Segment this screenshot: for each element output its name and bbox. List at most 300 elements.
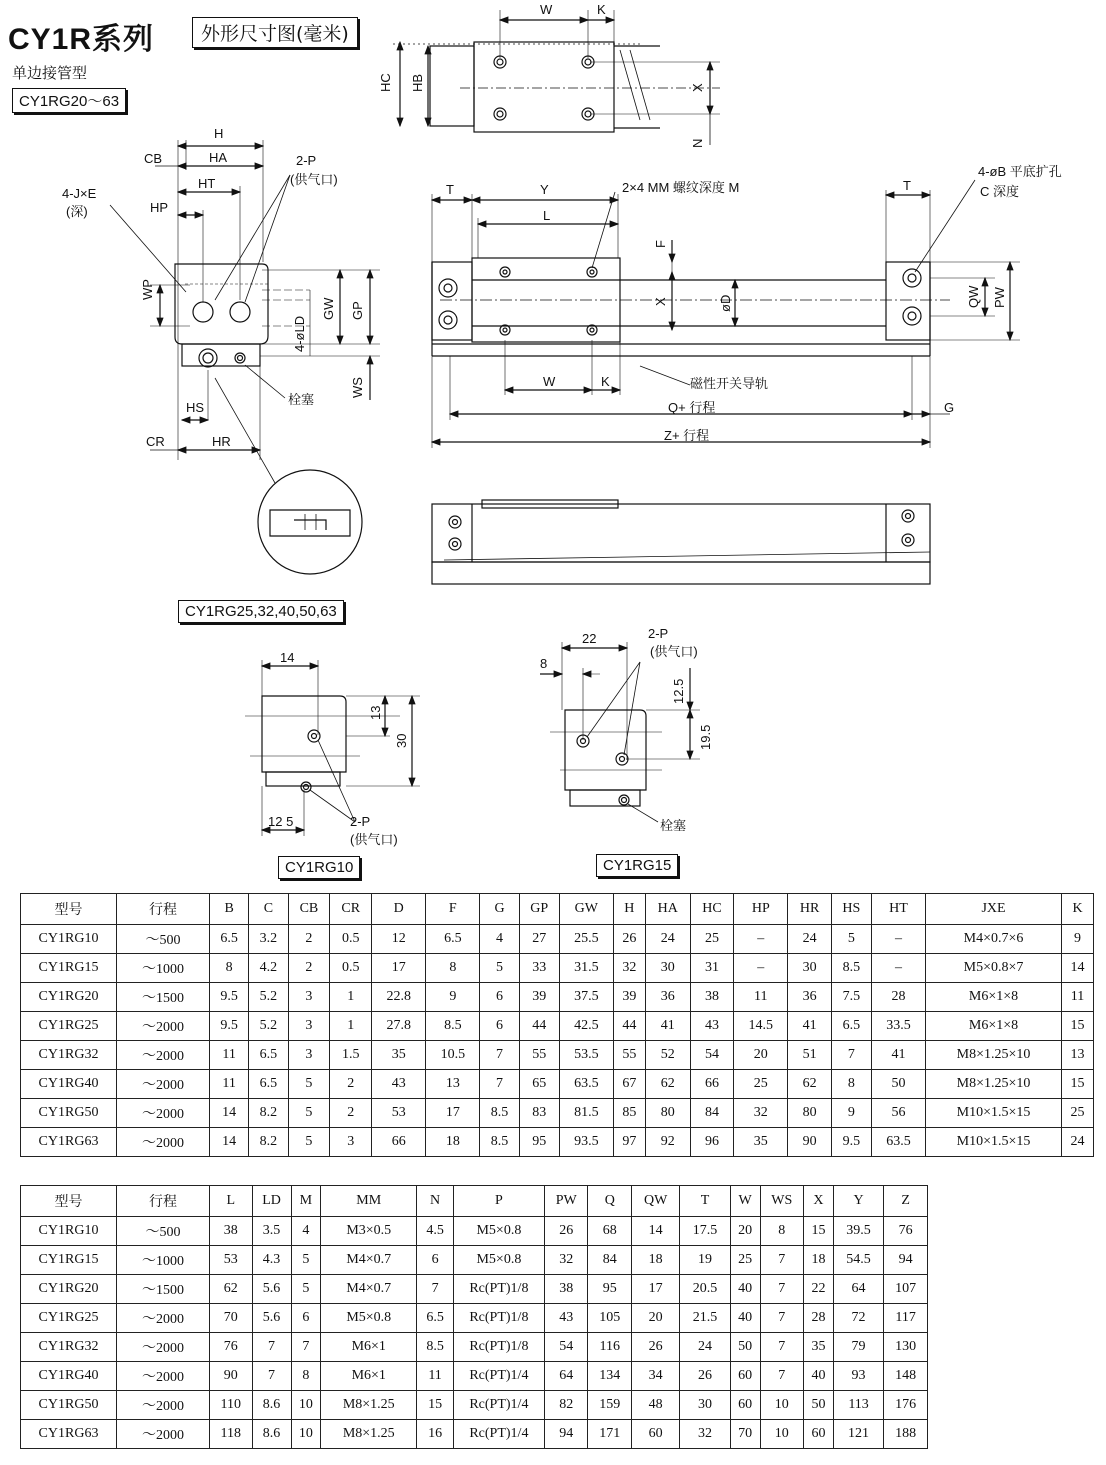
table-header: JXE <box>926 894 1062 925</box>
table-cell: M5×0.8 <box>321 1304 417 1333</box>
table-cell: 15 <box>804 1217 834 1246</box>
table-cell: 64 <box>544 1362 588 1391</box>
dim-10-p-port: 2-P <box>350 814 371 829</box>
table-cell: 97 <box>613 1128 645 1157</box>
table-cell: M8×1.25 <box>321 1420 417 1449</box>
table-cell: CY1RG40 <box>21 1362 117 1391</box>
table-cell: 35 <box>804 1333 834 1362</box>
table-cell: 7.5 <box>831 983 871 1012</box>
table-header: X <box>804 1186 834 1217</box>
table-cell: 72 <box>833 1304 884 1333</box>
table-cell: 4 <box>291 1217 321 1246</box>
dim-10-30: 30 <box>394 733 409 748</box>
table-cell: 5 <box>288 1070 330 1099</box>
table-row <box>21 1420 928 1449</box>
table-cell: 107 <box>884 1275 928 1304</box>
table-cell: 8 <box>210 954 249 983</box>
table-cell: 63.5 <box>871 1128 925 1157</box>
cy1rg15-drawing <box>540 642 700 822</box>
table-cell: ～2000 <box>117 1420 210 1449</box>
table-header: LD <box>252 1186 291 1217</box>
table-cell: 171 <box>588 1420 632 1449</box>
table-cell: 118 <box>210 1420 253 1449</box>
table-cell: 65 <box>519 1070 559 1099</box>
table-cell: ～500 <box>117 925 210 954</box>
dim-15-125: 12.5 <box>671 678 686 704</box>
table-cell: 8.2 <box>249 1099 288 1128</box>
table-cell: 62 <box>645 1070 690 1099</box>
table-cell: Rc(PT)1/4 <box>453 1420 544 1449</box>
table-cell: 76 <box>884 1217 928 1246</box>
table-cell: 56 <box>871 1099 925 1128</box>
table-cell: 3 <box>288 983 330 1012</box>
table-cell: 10 <box>760 1391 804 1420</box>
table-cell: 11 <box>734 983 788 1012</box>
table-cell: 40 <box>730 1275 760 1304</box>
table-cell: 6 <box>480 1012 519 1041</box>
table-cell: ～2000 <box>117 1304 210 1333</box>
dim-10-14: 14 <box>280 650 295 665</box>
table-row <box>21 1246 928 1275</box>
table-cell: 38 <box>690 983 733 1012</box>
table-cell: 33 <box>519 954 559 983</box>
table-cell: 95 <box>588 1275 632 1304</box>
subtitle: 单边接管型 <box>12 64 88 82</box>
table-cell: 53.5 <box>559 1041 613 1070</box>
dim-y: Y <box>540 182 549 197</box>
table-cell: 20 <box>730 1217 760 1246</box>
table-cell: 37.5 <box>559 983 613 1012</box>
dim-hs: HS <box>186 400 205 415</box>
table-cell: 5 <box>291 1275 321 1304</box>
dim-ha: HA <box>209 150 228 165</box>
table-cell: 18 <box>426 1128 480 1157</box>
table-header: HA <box>645 894 690 925</box>
table-cell: CY1RG10 <box>21 925 117 954</box>
table-cell: 32 <box>613 954 645 983</box>
table-cell: CY1RG20 <box>21 1275 117 1304</box>
table-cell: M4×0.7 <box>321 1275 417 1304</box>
dim-k-top: K <box>597 2 606 17</box>
table-cell: 39 <box>613 983 645 1012</box>
dim-h: H <box>214 126 224 141</box>
table-cell: 7 <box>417 1275 454 1304</box>
table-cell: 116 <box>588 1333 632 1362</box>
table-cell: 18 <box>804 1246 834 1275</box>
table-cell: CY1RG15 <box>21 954 117 983</box>
table-header: GW <box>559 894 613 925</box>
bottom-view-drawing <box>432 500 930 584</box>
table-cell: 62 <box>788 1070 831 1099</box>
table-cell: 3 <box>288 1012 330 1041</box>
table-cell: 28 <box>871 983 925 1012</box>
table-row <box>21 1099 1094 1128</box>
table-cell: 148 <box>884 1362 928 1391</box>
table-cell: Rc(PT)1/8 <box>453 1304 544 1333</box>
table-cell: 20 <box>632 1304 680 1333</box>
table-header: M <box>291 1186 321 1217</box>
dim-hc: HC <box>378 73 393 92</box>
dim-15-22: 22 <box>582 631 597 646</box>
dim-15-195: 19.5 <box>698 724 713 750</box>
dim-hr: HR <box>212 434 231 449</box>
table-row <box>21 925 1094 954</box>
table-header: HR <box>788 894 831 925</box>
table-cell: 7 <box>291 1333 321 1362</box>
table-cell: 4.3 <box>252 1246 291 1275</box>
table-cell: 84 <box>690 1099 733 1128</box>
dim-15-p-port: 2-P <box>648 626 669 641</box>
table-cell: 8.2 <box>249 1128 288 1157</box>
table-cell: 38 <box>210 1217 253 1246</box>
table-cell: 36 <box>645 983 690 1012</box>
table-cell: ～2000 <box>117 1333 210 1362</box>
dim-q-stroke: Q+ 行程 <box>668 400 716 415</box>
table-cell: – <box>734 925 788 954</box>
table-cell: 22.8 <box>372 983 426 1012</box>
model-range-label: CY1RG20～63 <box>12 88 126 113</box>
dim-ht: HT <box>198 176 216 191</box>
table-cell: 11 <box>210 1070 249 1099</box>
table-cell: 53 <box>372 1099 426 1128</box>
table-cell: 9 <box>831 1099 871 1128</box>
table-header: 型号 <box>21 1186 117 1217</box>
table-cell: 25 <box>1062 1099 1094 1128</box>
table-cell: ～2000 <box>117 1070 210 1099</box>
dim-ld: 4-øLD <box>292 315 307 352</box>
table-row <box>21 1362 928 1391</box>
table-cell: 8 <box>426 954 480 983</box>
table-cell: 30 <box>645 954 690 983</box>
table-cell: 70 <box>210 1304 253 1333</box>
table-cell: 32 <box>544 1246 588 1275</box>
table-cell: 76 <box>210 1333 253 1362</box>
table-header: 行程 <box>117 1186 210 1217</box>
table-cell: ～1000 <box>117 954 210 983</box>
table-cell: Rc(PT)1/8 <box>453 1275 544 1304</box>
table-cell: 60 <box>730 1391 760 1420</box>
table-cell: 19 <box>680 1246 731 1275</box>
table-cell: 51 <box>788 1041 831 1070</box>
table-cell: 5.6 <box>252 1275 291 1304</box>
table-cell: 176 <box>884 1391 928 1420</box>
table-cell: 3 <box>288 1041 330 1070</box>
table-header: HS <box>831 894 871 925</box>
model-label-big: CY1RG25,32,40,50,63 <box>178 600 344 623</box>
table-cell: 7 <box>760 1246 804 1275</box>
table-cell: 8.6 <box>252 1391 291 1420</box>
table-cell: 159 <box>588 1391 632 1420</box>
dim-hb: HB <box>410 73 425 92</box>
table-cell: CY1RG40 <box>21 1070 117 1099</box>
table-row <box>21 983 1094 1012</box>
table-cell: 18 <box>632 1246 680 1275</box>
table-cell: 41 <box>871 1041 925 1070</box>
table-cell: 24 <box>645 925 690 954</box>
table-cell: M6×1 <box>321 1333 417 1362</box>
table-cell: 13 <box>426 1070 480 1099</box>
table-cell: 8.5 <box>417 1333 454 1362</box>
table-cell: 25.5 <box>559 925 613 954</box>
table-cell: M4×0.7×6 <box>926 925 1062 954</box>
table-header: GP <box>519 894 559 925</box>
table-cell: 13 <box>1062 1041 1094 1070</box>
top-view-drawing <box>393 10 720 145</box>
table-cell: 67 <box>613 1070 645 1099</box>
table-cell: Rc(PT)1/8 <box>453 1333 544 1362</box>
table-cell: ～2000 <box>117 1128 210 1157</box>
table-cell: 26 <box>544 1217 588 1246</box>
dim-15-plug: 栓塞 <box>660 818 687 833</box>
table-cell: 8.5 <box>480 1099 519 1128</box>
table-header-row <box>21 894 1094 925</box>
table-cell: 6.5 <box>210 925 249 954</box>
table-cell: 11 <box>417 1362 454 1391</box>
table-row <box>21 1128 1094 1157</box>
table-header: HC <box>690 894 733 925</box>
table-header: F <box>426 894 480 925</box>
table-cell: 32 <box>734 1099 788 1128</box>
table-cell: 17 <box>372 954 426 983</box>
table-header: K <box>1062 894 1094 925</box>
table-cell: 80 <box>645 1099 690 1128</box>
table-cell: 5.6 <box>252 1304 291 1333</box>
table-header: 型号 <box>21 894 117 925</box>
table-cell: 3.5 <box>252 1217 291 1246</box>
table-cell: CY1RG32 <box>21 1333 117 1362</box>
dim-t-right: T <box>903 178 911 193</box>
table-cell: 24 <box>680 1333 731 1362</box>
table-cell: CY1RG10 <box>21 1217 117 1246</box>
table-cell: 54.5 <box>833 1246 884 1275</box>
table-cell: 36 <box>788 983 831 1012</box>
table-cell: 15 <box>1062 1012 1094 1041</box>
dim-z-stroke: Z+ 行程 <box>664 428 710 443</box>
rail-label: 磁性开关导轨 <box>690 376 769 391</box>
table-cell: 52 <box>645 1041 690 1070</box>
table-cell: CY1RG25 <box>21 1304 117 1333</box>
table-cell: 64 <box>833 1275 884 1304</box>
table-cell: 9 <box>1062 925 1094 954</box>
table-cell: 7 <box>480 1041 519 1070</box>
table-cell: 30 <box>680 1391 731 1420</box>
table-cell: 3.2 <box>249 925 288 954</box>
table-cell: M3×0.5 <box>321 1217 417 1246</box>
table-cell: 44 <box>613 1012 645 1041</box>
table-cell: 7 <box>760 1275 804 1304</box>
table-row <box>21 1333 928 1362</box>
table-cell: 6.5 <box>249 1041 288 1070</box>
table-cell: 24 <box>788 925 831 954</box>
table-header: L <box>210 1186 253 1217</box>
table-cell: 24 <box>1062 1128 1094 1157</box>
table-cell: 82 <box>544 1391 588 1420</box>
table-cell: 0.5 <box>330 954 372 983</box>
table-cell: 41 <box>788 1012 831 1041</box>
table-cell: M4×0.7 <box>321 1246 417 1275</box>
table-cell: 27.8 <box>372 1012 426 1041</box>
table-header: HT <box>871 894 925 925</box>
table-cell: 9.5 <box>210 983 249 1012</box>
dim-b: 4-øB 平底扩孔 <box>978 164 1062 179</box>
table-cell: 25 <box>690 925 733 954</box>
table-header: T <box>680 1186 731 1217</box>
table-cell: 10 <box>291 1391 321 1420</box>
table-cell: 10 <box>760 1420 804 1449</box>
dim-x: X <box>653 297 668 306</box>
table-cell: 1 <box>330 1012 372 1041</box>
table-cell: 5.2 <box>249 983 288 1012</box>
table-cell: 43 <box>372 1070 426 1099</box>
table-header-row <box>21 1186 928 1217</box>
table-cell: 39.5 <box>833 1217 884 1246</box>
table-cell: ～2000 <box>117 1099 210 1128</box>
dim-gp: GP <box>350 301 365 320</box>
table-cell: 60 <box>730 1362 760 1391</box>
table-header: G <box>480 894 519 925</box>
table-cell: 30 <box>788 954 831 983</box>
table-header: H <box>613 894 645 925</box>
table-cell: 14.5 <box>734 1012 788 1041</box>
dim-n: N <box>690 138 705 148</box>
table-cell: 96 <box>690 1128 733 1157</box>
table-cell: 20 <box>734 1041 788 1070</box>
dim-mm: 2×4 MM 螺纹深度 M <box>622 180 740 195</box>
dim-d: øD <box>718 294 733 312</box>
dim-l: L <box>543 208 551 223</box>
dim-qw: QW <box>966 285 981 308</box>
table-cell: 26 <box>680 1362 731 1391</box>
table-cell: 17 <box>632 1275 680 1304</box>
table-cell: M8×1.25 <box>321 1391 417 1420</box>
table-cell: 54 <box>690 1041 733 1070</box>
table-cell: 12 <box>372 925 426 954</box>
table-row <box>21 1304 928 1333</box>
table-cell: Rc(PT)1/4 <box>453 1391 544 1420</box>
table-cell: ～1500 <box>117 983 210 1012</box>
table-cell: CY1RG50 <box>21 1099 117 1128</box>
table-cell: 9 <box>426 983 480 1012</box>
table-cell: 7 <box>760 1362 804 1391</box>
table-cell: 48 <box>632 1391 680 1420</box>
table-cell: 8.5 <box>831 954 871 983</box>
table-row <box>21 954 1094 983</box>
table-cell: 4.2 <box>249 954 288 983</box>
dim-p-port: 2-P <box>296 153 317 168</box>
dim-w: W <box>543 374 556 389</box>
table-cell: 22 <box>804 1275 834 1304</box>
table-cell: 5 <box>831 925 871 954</box>
dim-wp: WP <box>140 279 155 300</box>
table-header: B <box>210 894 249 925</box>
dim-15-p-note: (供气口) <box>650 644 698 659</box>
table-cell: – <box>871 925 925 954</box>
table-cell: CY1RG32 <box>21 1041 117 1070</box>
table-cell: 40 <box>804 1362 834 1391</box>
table-cell: 35 <box>372 1041 426 1070</box>
table-cell: 26 <box>632 1333 680 1362</box>
table-cell: 10 <box>291 1420 321 1449</box>
table-cell: 35 <box>734 1128 788 1157</box>
table-cell: 6.5 <box>249 1070 288 1099</box>
table-cell: M5×0.8×7 <box>926 954 1062 983</box>
dim-ws: WS <box>350 377 365 398</box>
table-cell: 66 <box>690 1070 733 1099</box>
table-row <box>21 1217 928 1246</box>
table-header: W <box>730 1186 760 1217</box>
table-cell: 6 <box>291 1304 321 1333</box>
table-cell: 7 <box>831 1041 871 1070</box>
table-cell: 2 <box>330 1099 372 1128</box>
table-cell: 14 <box>210 1128 249 1157</box>
table-header: CR <box>330 894 372 925</box>
dim-pw: PW <box>992 287 1007 308</box>
table-cell: 66 <box>372 1128 426 1157</box>
table-cell: 8 <box>291 1362 321 1391</box>
table-cell: 7 <box>760 1333 804 1362</box>
table-cell: 2 <box>288 925 330 954</box>
table-cell: 93.5 <box>559 1128 613 1157</box>
table-cell: 60 <box>632 1420 680 1449</box>
dim-10-p-note: (供气口) <box>350 832 398 847</box>
front-view-drawing <box>432 180 1020 448</box>
dim-hp: HP <box>150 200 169 215</box>
table-cell: ～500 <box>117 1217 210 1246</box>
table-row <box>21 1012 1094 1041</box>
table-cell: – <box>871 954 925 983</box>
table-cell: 95 <box>519 1128 559 1157</box>
table-header: Q <box>588 1186 632 1217</box>
table-cell: 5 <box>291 1246 321 1275</box>
table-cell: 5.2 <box>249 1012 288 1041</box>
table-cell: 50 <box>871 1070 925 1099</box>
model-label-15: CY1RG15 <box>596 854 678 877</box>
table-cell: CY1RG63 <box>21 1420 117 1449</box>
table-cell: 33.5 <box>871 1012 925 1041</box>
table-cell: 6.5 <box>417 1304 454 1333</box>
dim-15-8: 8 <box>540 656 548 671</box>
table-cell: 80 <box>788 1099 831 1128</box>
table-cell: 16 <box>417 1420 454 1449</box>
table-cell: 121 <box>833 1420 884 1449</box>
table-cell: 20.5 <box>680 1275 731 1304</box>
table-cell: M10×1.5×15 <box>926 1128 1062 1157</box>
table-cell: 134 <box>588 1362 632 1391</box>
table-cell: 188 <box>884 1420 928 1449</box>
table-cell: ～1500 <box>117 1275 210 1304</box>
dim-jxe-note: (深) <box>66 204 88 219</box>
table-cell: 7 <box>252 1333 291 1362</box>
table-cell: CY1RG50 <box>21 1391 117 1420</box>
table-cell: 7 <box>480 1070 519 1099</box>
table-cell: 14 <box>632 1217 680 1246</box>
table-cell: 8.6 <box>252 1420 291 1449</box>
table-cell: 38 <box>544 1275 588 1304</box>
table-cell: 53 <box>210 1246 253 1275</box>
table-cell: 83 <box>519 1099 559 1128</box>
table-cell: – <box>734 954 788 983</box>
table-cell: 94 <box>544 1420 588 1449</box>
table-cell: 28 <box>804 1304 834 1333</box>
table-header: 行程 <box>117 894 210 925</box>
table-cell: 8 <box>831 1070 871 1099</box>
section-title: 外形尺寸图(毫米) <box>192 17 358 48</box>
table-cell: 9.5 <box>210 1012 249 1041</box>
table-cell: 2 <box>330 1070 372 1099</box>
table-cell: 8.5 <box>426 1012 480 1041</box>
table-header: Y <box>833 1186 884 1217</box>
table-cell: 26 <box>613 925 645 954</box>
